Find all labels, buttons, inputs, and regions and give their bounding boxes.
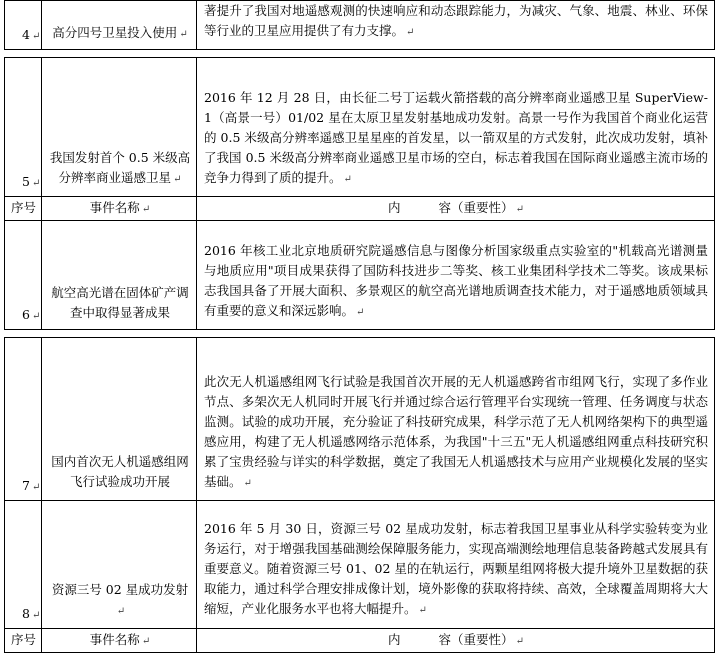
header-no: 序号	[5, 197, 42, 221]
table-row	[5, 501, 715, 629]
table-row	[5, 338, 715, 501]
header-name: 事件名称 ↵	[42, 197, 197, 221]
header-name: 事件名称 ↵	[42, 629, 197, 653]
table-header-row	[5, 197, 715, 221]
event-name: 国内首次无人机遥感组网飞行试验成功开展	[42, 338, 197, 501]
event-name: 我国发射首个 0.5 米级高分辨率商业遥感卫星 ↵	[42, 58, 197, 197]
row-number: 8 ↵	[5, 501, 42, 629]
header-content: 内 容（重要性） ↵	[197, 197, 715, 221]
header-content: 内 容（重要性） ↵	[197, 629, 715, 653]
table-row	[5, 221, 715, 330]
event-content: 著提升了我国对地遥感观测的快速响应和动态跟踪能力，为减灾、气象、地震、林业、环保等行业的卫星应用提供了有力支撑。 ↵	[197, 1, 715, 50]
event-name: 资源三号 02 星成功发射↵	[42, 501, 197, 629]
table-header-row	[5, 629, 715, 653]
row-number: 7 ↵	[5, 338, 42, 501]
table-block-2	[4, 57, 715, 330]
table-row	[5, 1, 715, 50]
table-row	[5, 58, 715, 197]
row-number: 6 ↵	[5, 221, 42, 330]
table-block-1	[4, 0, 715, 50]
event-name: 高分四号卫星投入使用 ↵	[42, 1, 197, 50]
row-number: 5 ↵	[5, 58, 42, 197]
event-content: 2016 年 12 月 28 日，由长征二号丁运载火箭搭载的高分辨率商业遥感卫星 SuperView-1（高景一号）01/02 星在太原卫星发射基地成功发射。高景一号作为我国首个商业化运营的 0.5 米级高分辨率遥感卫星星座的首发星，以一箭双星的方式发射，此次成功发射，填补了我国 0.5 米级高分辨率商业遥感卫星市场的空白，标志着我国在国际商业遥感主流市场的竞争力得到了质的提升。 ↵	[197, 58, 715, 197]
event-content: 此次无人机遥感组网飞行试验是我国首次开展的无人机遥感跨省市组网飞行，实现了多作业节点、多架次无人机同时开展飞行并通过综合运行管理平台实现统一管理、任务调度与状态监测。试验的成功开展，充分验证了科技研究成果，科学示范了无人机网络架构下的典型遥感应用，构建了无人机遥感网络示范体系，为我国"十三五"无人机遥感组网重点科技研究积累了宝贵经验与详实的科学数据，奠定了我国无人机遥感技术与应用产业规模化发展的坚实基础。 ↵	[197, 338, 715, 501]
event-name: 航空高光谱在固体矿产调查中取得显著成果	[42, 221, 197, 330]
header-no: 序号	[5, 629, 42, 653]
event-content: 2016 年核工业北京地质研究院遥感信息与图像分析国家级重点实验室的"机载高光谱测量与地质应用"项目成果获得了国防科技进步二等奖、核工业集团科学技术二等奖。该成果标志我国具备了开展大面积、多景观区的航空高光谱地质调查技术能力，对于遥感地质领域具有重要的意义和深远影响。 ↵	[197, 221, 715, 330]
table-block-3	[4, 337, 715, 653]
row-number: 4 ↵	[5, 1, 42, 50]
event-content: 2016 年 5 月 30 日，资源三号 02 星成功发射，标志着我国卫星事业从科学实验转变为业务运行，对于增强我国基础测绘保障服务能力，实现高端测绘地理信息装备跨越式发展具有重要意义。随着资源三号 01、02 星的在轨运行，两颗星组网将极大提升境外卫星数据的获取能力，通过科学合理安排成像计划，境外影像的获取将持续、高效，全球覆盖周期将大大缩短，产业化服务水平也将大幅提升。 ↵	[197, 501, 715, 629]
